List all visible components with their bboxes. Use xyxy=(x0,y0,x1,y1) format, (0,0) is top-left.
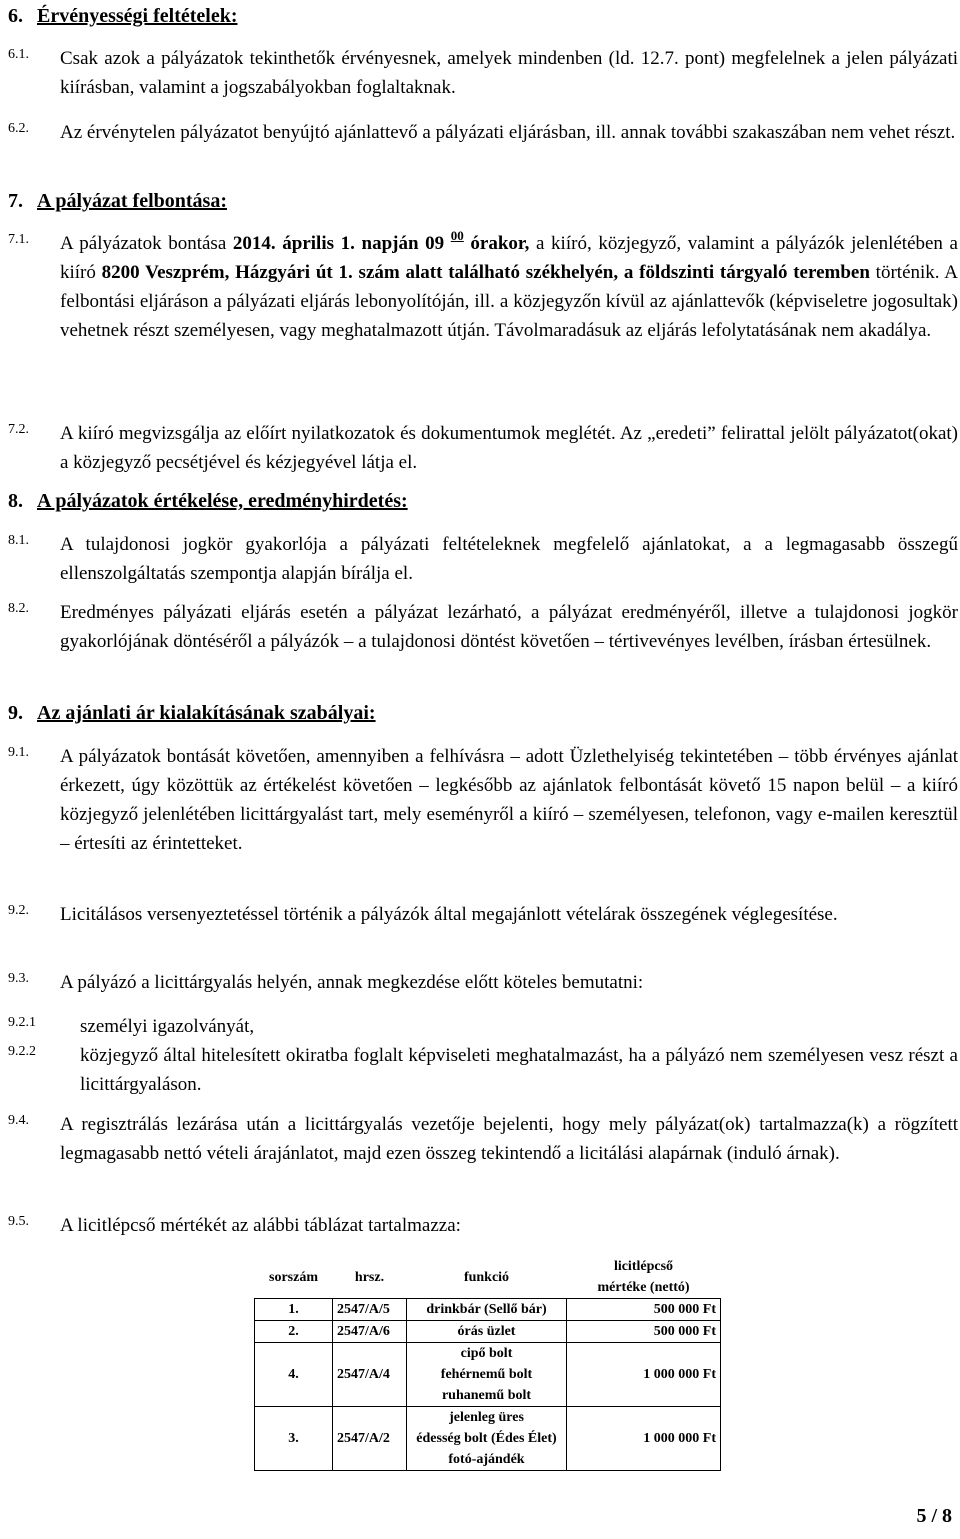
cell-funkcio xyxy=(407,1321,567,1343)
section-9-title: Az ajánlati ár kialakításának szabályai: xyxy=(37,702,376,724)
funkcio-line: fehérnemű bolt xyxy=(440,1367,533,1382)
paragraph-9-5: 9.5. A licitlépcső mértékét az alábbi táblázat tartalmazza: xyxy=(8,1214,461,1236)
section-8-title: A pályázatok értékelése, eredményhirdetés: xyxy=(37,490,408,512)
cell-licit: 500 000 Ft xyxy=(567,1321,721,1343)
header-licit: licitlépcső mértéke (nettó) xyxy=(597,1259,690,1295)
paragraph-9-2-1: 9.2.1 személyi igazolványát, xyxy=(8,1015,255,1037)
paragraph-7-1: 7.1. A pályázatok bontása 2014. április 1. napján 09 $^{00}$ órakor, a kiíró, közjegyző, valamint a pályázók jelenlétében a kiíró 8200 Veszprém, Házgyári út 1. szám alatt található székhelyén, a földszinti tárgyaló teremben történik. A felbontási eljáráson a pályázati eljárás lebonyolítóján, ill. a közjegyzőn kívül az ajánlattevők (képviseletre jogosultak) vehetnek részt személyesen, vagy meghatalmazott útján. Távolmaradásuk az eljárás lefolytatásának nem akadálya. xyxy=(8,227,958,341)
table-row xyxy=(255,1343,721,1407)
section-6-heading: 6. Érvényességi feltételek: xyxy=(8,5,238,27)
section-7-heading: 7. A pályázat felbontása: xyxy=(8,190,227,212)
cell-hrsz: 2547/A/4 xyxy=(333,1343,407,1407)
header-sorszam: sorszám xyxy=(269,1269,318,1285)
cell-funkcio xyxy=(407,1343,567,1407)
section-7-title: A pályázat felbontása: xyxy=(37,190,227,212)
opening-date: 2014. április 1. napján 09 xyxy=(232,233,451,254)
paragraph-6-2: 6.2. Az érvénytelen pályázatot benyújtó ajánlattevő a pályázati eljárásban, ill. annak további szakaszában nem vehet részt. xyxy=(8,121,956,143)
funkcio-line: órás üzlet xyxy=(457,1324,516,1339)
header-funkcio: funkció xyxy=(463,1269,510,1285)
paragraph-9-2-2: 9.2.2 közjegyző által hitelesített okiratba foglalt képviseleti meghatalmazást, ha a pályázó nem személyesen vesz részt a licittárgyaláson. xyxy=(8,1044,958,1095)
cell-sorszam: 2. xyxy=(255,1321,333,1343)
table-row xyxy=(255,1299,721,1321)
cell-licit: 1 000 000 Ft xyxy=(567,1407,721,1471)
table-row xyxy=(255,1321,721,1343)
opening-place: 8200 Veszprém, Házgyári út 1. szám alatt található székhelyén, a földszinti tárgyaló teremben xyxy=(101,262,870,283)
cell-hrsz: 2547/A/2 xyxy=(333,1407,407,1471)
paragraph-9-4: 9.4. A regisztrálás lezárása után a licittárgyalás vezetője bejelenti, hogy mely pályázat(ok) tartalmazza(k) a rögzített legmagasabb nettó vételi árajánlatot, majd ezen összeg tekintendő a licitálási alapárnak (induló árnak). xyxy=(8,1113,958,1164)
funkcio-line: drinkbár (Sellő bár) xyxy=(426,1302,547,1317)
paragraph-7-2: 7.2. A kiíró megvizsgálja az előírt nyilatkozatok és dokumentumok meglétét. Az „eredeti” felirattal jelölt pályázatot(okat) a közjegyző pecsétjével és kézjegyével látja el. xyxy=(8,422,958,473)
cell-licit: 1 000 000 Ft xyxy=(567,1343,721,1407)
table-row xyxy=(255,1407,721,1471)
paragraph-6-1: 6.1. Csak azok a pályázatok tekinthetők érvényesnek, amelyek mindenben (ld. 12.7. pont) megfelelnek a jelen pályázati kiírásban, valamint a jogszabályokban foglaltaknak. xyxy=(8,47,958,98)
table-body xyxy=(255,1299,721,1471)
section-9-heading: 9. Az ajánlati ár kialakításának szabályai: xyxy=(8,702,376,724)
bid-step-table xyxy=(254,1256,721,1471)
cell-licit: 500 000 Ft xyxy=(567,1299,721,1321)
cell-sorszam: 4. xyxy=(255,1343,333,1407)
paragraph-9-3: 9.3. A pályázó a licittárgyalás helyén, annak megkezdése előtt köteles bemutatni: xyxy=(8,971,644,993)
opening-time: órakor, xyxy=(463,233,530,254)
paragraph-8-1: 8.1. A tulajdonosi jogkör gyakorlója a pályázati feltételeknek megfelelő ajánlatokat, a a legmagasabb összegű ellenszolgáltatás szempontja alapján bírálja el. xyxy=(8,533,958,584)
cell-hrsz: 2547/A/6 xyxy=(333,1321,407,1343)
table-header-row xyxy=(255,1256,721,1299)
cell-hrsz: 2547/A/5 xyxy=(333,1299,407,1321)
funkcio-line: jelenleg üres xyxy=(449,1410,524,1425)
header-hrsz: hrsz. xyxy=(354,1269,385,1285)
opening-minutes: 00 xyxy=(450,227,464,243)
funkcio-line: édesség bolt (Édes Élet) xyxy=(416,1431,557,1446)
funkcio-line: ruhanemű bolt xyxy=(441,1388,532,1403)
paragraph-9-2: 9.2. Licitálásos versenyeztetéssel történik a pályázók által megajánlott vételárak összegének véglegesítése. xyxy=(8,903,838,925)
paragraph-8-2: 8.2. Eredményes pályázati eljárás esetén a pályázat lezárható, a pályázat eredményéről, illetve a tulajdonosi jogkör gyakorlójának döntéséről a pályázók – a tulajdonosi döntést követően – tértivevényes levélben, írásban értesülnek. xyxy=(8,601,958,652)
section-6-title: Érvényességi feltételek: xyxy=(37,5,238,27)
page-number: 5 / 8 xyxy=(916,1505,952,1527)
section-8-heading: 8. A pályázatok értékelése, eredményhirdetés: xyxy=(8,490,408,512)
cell-funkcio xyxy=(407,1407,567,1471)
cell-sorszam: 1. xyxy=(255,1299,333,1321)
cell-funkcio xyxy=(407,1299,567,1321)
paragraph-9-1: 9.1. A pályázatok bontását követően, amennyiben a felhívásra – adott Üzlethelyiség tekintetében – több érvényes ajánlat érkezett, úgy közöttük az értékelést követően – legkésőbb az ajánlatok felbontását követő 15 napon belül – a kiíró közjegyző jelenlétében licittárgyalást tart, mely eseményről a kiíró – személyesen, telefonon, vagy e-mailen keresztül – értesíti az érintetteket. xyxy=(8,745,958,854)
cell-sorszam: 3. xyxy=(255,1407,333,1471)
funkcio-line: fotó-ajándék xyxy=(448,1452,525,1467)
funkcio-line: cipő bolt xyxy=(460,1346,513,1361)
